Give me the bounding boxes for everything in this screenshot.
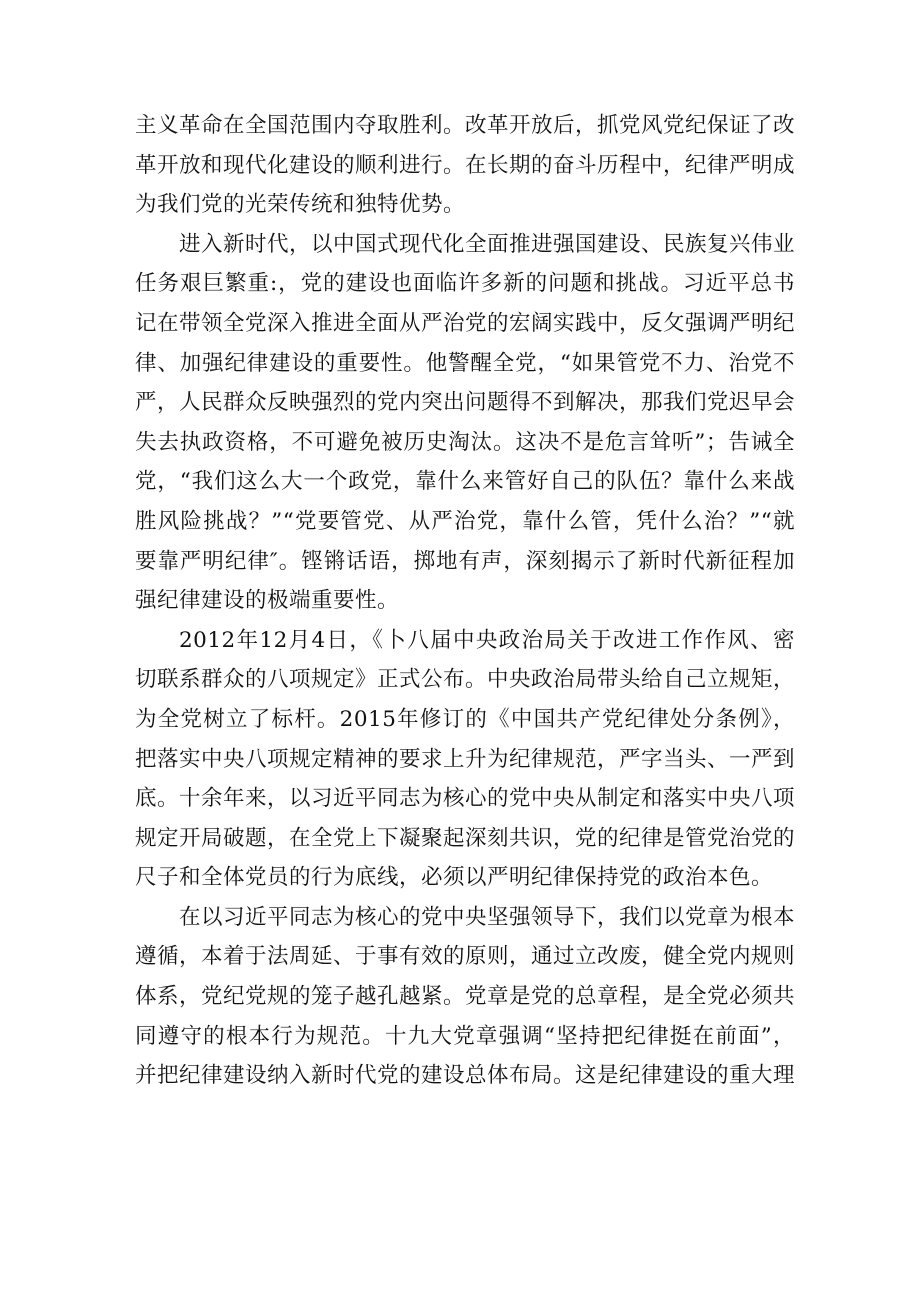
paragraph-3: 2012年12月4日，《卜八届中央政治局关于改进工作作风、密切联系群众的八项规定》正式公布。中央政治局带头给自己立规矩，为全党树立了标杆。2015年修订的《中国共产党纪律处分条例》，把落实中央八项规定精神的要求上升为纪律规范，严字当头、一严到底。十余年来，以习近平同志为核心的党中央从制定和落实中央八项规定开局破题，在全党上下凝聚起深刻共识，党的纪律是管党治党的尺子和全体党员的行为底线，必须以严明纪律保持党的政治本色。 bbox=[135, 627, 796, 891]
paragraph-1: 主义革命在全国范围内夺取胜利。改革开放后，抓党风党纪保证了改革开放和现代化建设的顺利进行。在长期的奋斗历程中，纪律严明成为我们党的光荣传统和独特优势。 bbox=[135, 113, 796, 218]
paragraph-2: 进入新时代，以中国式现代化全面推进强国建设、民族复兴伟业任务艰巨繁重:，党的建设也面临许多新的问题和挑战。习近平总书记在带领全党深入推进全面从严治党的宏阔实践中，反攵强调严明纪律、加强纪律建设的重要性。他警醒全党，“如果管党不力、治党不严，人民群众反映强烈的党内突出问题得不到解决，那我们党迟早会失去执政资格，不可避免被历史淘汰。这决不是危言耸听”；告诫全党，“我们这么大一个政党，靠什么来管好自己的队伍？靠什么来战胜风险挑战？”“党要管党、从严治党，靠什么管，凭什么治？”“就要靠严明纪律″。铿锵话语，掷地有声，深刻揭示了新时代新征程加强纪律建设的极端重要性。 bbox=[135, 231, 796, 614]
paragraph-4: 在以习近平同志为核心的党中央坚强领导下，我们以党章为根本遵循，本着于法周延、于事有效的原则，通过立改废，健全党内规则体系，党纪党规的笼子越孔越紧。党章是党的总章程，是全党必须共同遵守的根本行为规范。十九大党章强调“坚持把纪律挺在前面”，并把纪律建设纳入新时代党的建设总体布局。这是纪律建设的重大理 bbox=[135, 904, 796, 1089]
document-body bbox=[135, 106, 795, 1096]
